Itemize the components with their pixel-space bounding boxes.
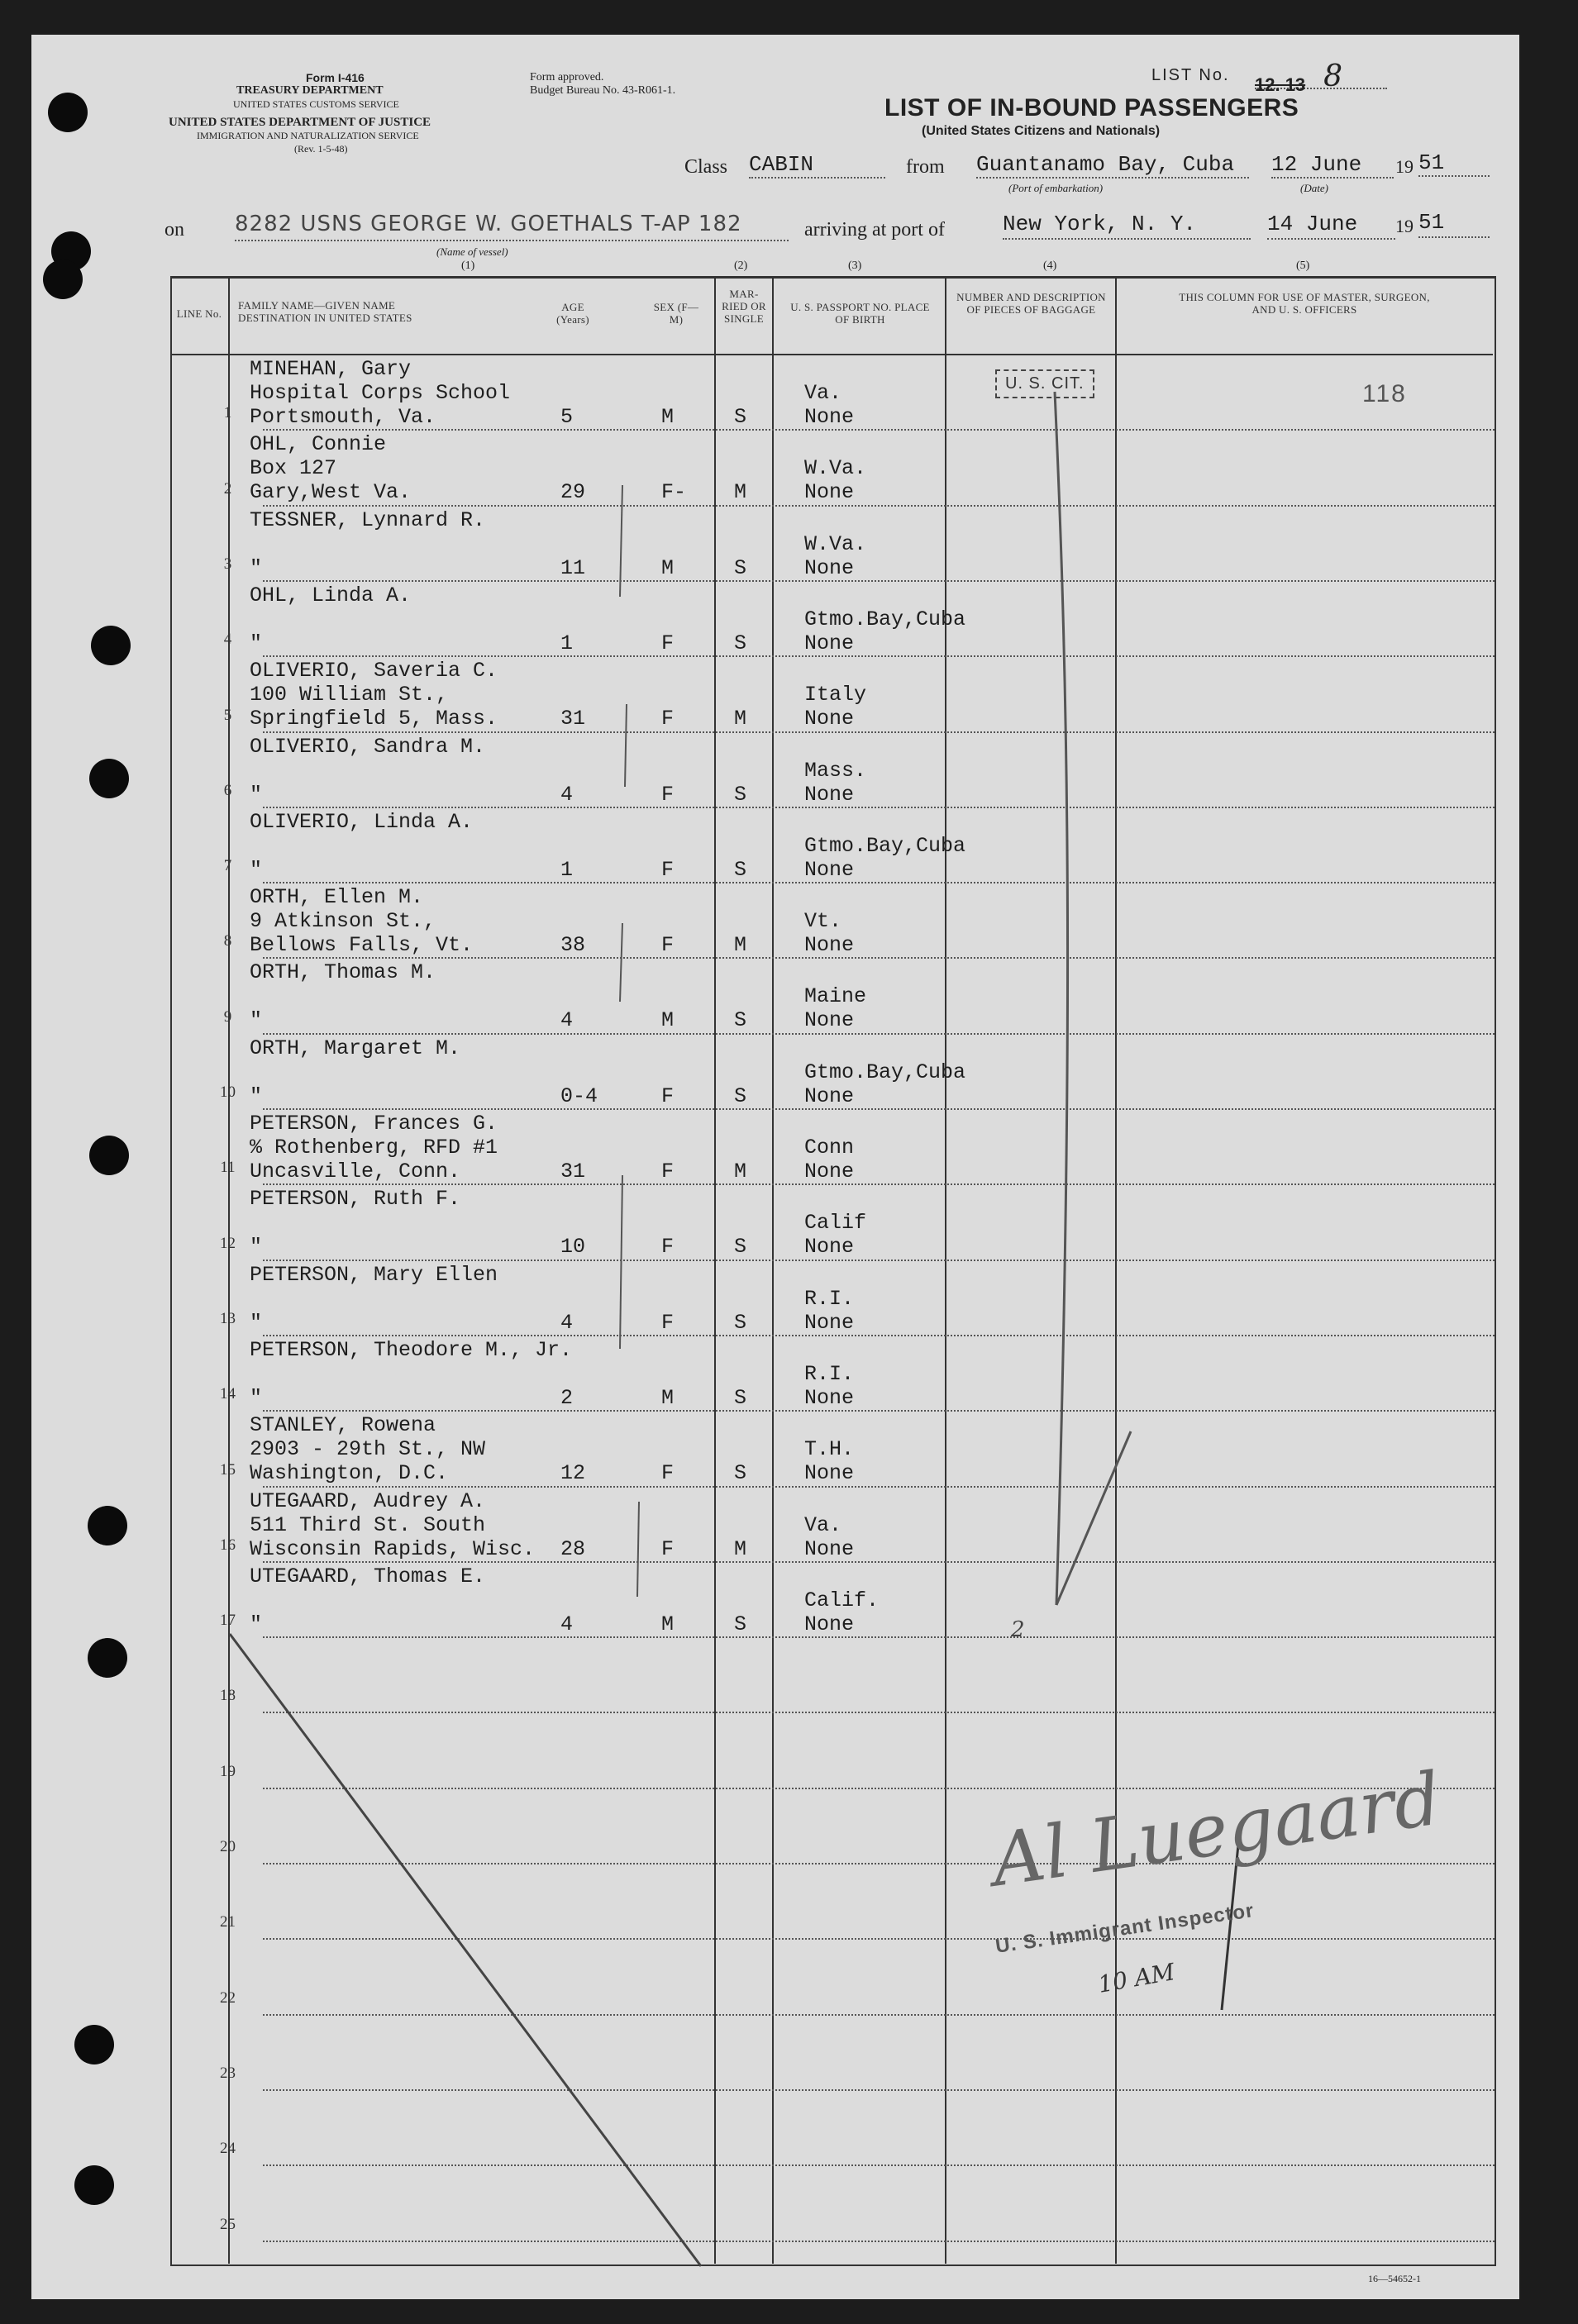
line-number: 21	[220, 1913, 236, 1931]
line-number: 10	[220, 1083, 236, 1101]
passenger-age: 11	[560, 555, 586, 580]
passport-number: None	[804, 933, 855, 958]
destination-city: "	[250, 1310, 263, 1335]
list-no-label: LIST No.	[1151, 66, 1230, 84]
line-number: 3	[223, 555, 232, 573]
line-number: 2	[223, 479, 232, 498]
line-number: 8	[223, 932, 232, 950]
col-ref-1: (1)	[461, 260, 475, 272]
footer-code: 16—54652-1	[1368, 2273, 1421, 2284]
manifest-page	[31, 35, 1519, 2299]
marital-status: M	[734, 933, 747, 958]
destination-line: 511 Third St. South	[250, 1512, 486, 1537]
destination-city: "	[250, 857, 263, 882]
destination-city: Wisconsin Rapids, Wisc.	[250, 1536, 536, 1561]
marital-status: S	[734, 1235, 747, 1260]
list-no-value: 8	[1323, 60, 1343, 93]
marital-status: S	[734, 1008, 747, 1033]
passport-number: None	[804, 1461, 855, 1486]
destination-city: Portsmouth, Va.	[250, 405, 436, 429]
passport-number: None	[804, 1008, 855, 1033]
passenger-name: MINEHAN, Gary	[250, 357, 412, 381]
year-prefix: 19	[1395, 156, 1414, 177]
marital-status: S	[734, 631, 747, 655]
destination-city: Gary,West Va.	[250, 480, 412, 505]
passenger-name: ORTH, Thomas M.	[250, 960, 436, 985]
passport-number: None	[804, 857, 855, 882]
line-number: 19	[220, 1762, 236, 1780]
place-of-birth: Conn	[804, 1136, 855, 1160]
passenger-sex: F	[661, 782, 675, 807]
destination-city: "	[250, 1235, 263, 1260]
line-number: 14	[220, 1385, 236, 1403]
destination-city: "	[250, 1385, 263, 1410]
place-of-birth: Gtmo.Bay,Cuba	[804, 833, 966, 858]
line-number: 12	[220, 1234, 236, 1252]
col-header-name: FAMILY NAME—GIVEN NAME DESTINATION IN UNITED STATES	[238, 299, 412, 324]
embarkation-date: 12 June	[1271, 152, 1394, 179]
col-header-officers: THIS COLUMN FOR USE OF MASTER, SURGEON, AND U. S. OFFICERS	[1179, 291, 1430, 316]
col-header-married: MAR- RIED OR SINGLE	[722, 288, 766, 325]
passenger-sex: M	[661, 555, 675, 580]
place-of-birth: Va.	[804, 1512, 842, 1537]
marital-status: M	[734, 480, 747, 505]
col-header-baggage: NUMBER AND DESCRIPTION OF PIECES OF BAGGAGE	[956, 291, 1106, 316]
class-value: CABIN	[749, 152, 885, 179]
inspector-stamp: U. S. Immigrant Inspector	[994, 1899, 1256, 1958]
arrival-year-prefix: 19	[1395, 216, 1414, 236]
passport-number: None	[804, 480, 855, 505]
col-ref-2: (2)	[734, 260, 748, 272]
line-number: 7	[223, 857, 232, 875]
destination-line: 100 William St.,	[250, 683, 449, 707]
destination-city: "	[250, 631, 263, 655]
line-number: 5	[223, 706, 232, 724]
passport-number: None	[804, 1310, 855, 1335]
place-of-birth: R.I.	[804, 1361, 855, 1386]
marital-status: S	[734, 1310, 747, 1335]
pencil-initial: 2	[1011, 1617, 1025, 1642]
passenger-age: 31	[560, 1160, 586, 1183]
passenger-sex: M	[661, 1612, 675, 1636]
line-number: 6	[223, 781, 232, 799]
passenger-name: OLIVERIO, Saveria C.	[250, 659, 498, 683]
on-label: on	[164, 219, 184, 240]
destination-city: Washington, D.C.	[250, 1461, 449, 1486]
passport-number: None	[804, 1612, 855, 1636]
passenger-sex: F	[661, 1461, 675, 1486]
passport-number: None	[804, 1235, 855, 1260]
pencil-marks	[31, 35, 1519, 2299]
passenger-name: OLIVERIO, Sandra M.	[250, 734, 486, 759]
place-of-birth: Mass.	[804, 758, 867, 783]
line-number: 11	[220, 1159, 236, 1177]
place-of-birth: Maine	[804, 984, 867, 1009]
line-number: 9	[223, 1007, 232, 1026]
marital-status: S	[734, 1461, 747, 1486]
line-number: 17	[220, 1612, 236, 1630]
passenger-sex: M	[661, 1385, 675, 1410]
passenger-name: PETERSON, Mary Ellen	[250, 1262, 498, 1287]
destination-line: Box 127	[250, 456, 337, 481]
line-number: 18	[220, 1687, 236, 1705]
destination-city: Springfield 5, Mass.	[250, 707, 498, 731]
us-citizen-stamp: U. S. CIT.	[995, 369, 1094, 398]
place-of-birth: T.H.	[804, 1437, 855, 1462]
passenger-sex: F	[661, 933, 675, 958]
customs-service: UNITED STATES CUSTOMS SERVICE	[233, 98, 399, 110]
passenger-sex: F	[661, 857, 675, 882]
destination-city: "	[250, 782, 263, 807]
passenger-name: UTEGAARD, Audrey A.	[250, 1488, 486, 1513]
passenger-name: ORTH, Ellen M.	[250, 885, 424, 910]
destination-line: 2903 - 29th St., NW	[250, 1437, 486, 1462]
marital-status: M	[734, 1536, 747, 1561]
destination-line: % Rothenberg, RFD #1	[250, 1136, 498, 1160]
passport-number: None	[804, 707, 855, 731]
officer-count: 118	[1362, 380, 1407, 407]
passenger-sex: F	[661, 1235, 675, 1260]
line-number: 25	[220, 2215, 236, 2233]
marital-status: S	[734, 782, 747, 807]
col-header-passport: U. S. PASSPORT NO. PLACE OF BIRTH	[790, 301, 930, 326]
form-number: Form I-416	[306, 71, 365, 84]
passport-number: None	[804, 782, 855, 807]
passenger-sex: F	[661, 1310, 675, 1335]
passenger-age: 4	[560, 1008, 574, 1033]
form-title: LIST OF IN-BOUND PASSENGERS	[884, 94, 1299, 121]
class-label: Class	[684, 156, 728, 178]
passenger-age: 2	[560, 1385, 574, 1410]
col-header-age: AGE (Years)	[556, 301, 589, 326]
passenger-name: OLIVERIO, Linda A.	[250, 809, 474, 834]
place-of-birth: Gtmo.Bay,Cuba	[804, 1060, 966, 1084]
passenger-sex: F	[661, 1160, 675, 1183]
passport-number: None	[804, 1536, 855, 1561]
destination-city: "	[250, 1612, 263, 1636]
line-number: 13	[220, 1309, 236, 1327]
place-of-birth: W.Va.	[804, 531, 867, 556]
passenger-name: STANLEY, Rowena	[250, 1413, 436, 1438]
passenger-age: 31	[560, 707, 586, 731]
marital-status: S	[734, 1083, 747, 1108]
passenger-sex: F	[661, 631, 675, 655]
passenger-name: PETERSON, Theodore M., Jr.	[250, 1337, 573, 1362]
passenger-age: 4	[560, 1310, 574, 1335]
line-number: 1	[223, 404, 232, 422]
revision: (Rev. 1-5-48)	[294, 143, 348, 155]
passenger-sex: F	[661, 1083, 675, 1108]
passport-number: None	[804, 1385, 855, 1410]
arrival-port: New York, N. Y.	[1003, 212, 1251, 240]
passenger-name: TESSNER, Lynnard R.	[250, 507, 486, 532]
time-note: 10 AM	[1095, 1958, 1177, 1998]
inspector-signature: Al Luegaard	[986, 1755, 1447, 1903]
place-of-birth: Calif.	[804, 1588, 880, 1612]
destination-city: "	[250, 555, 263, 580]
destination-line: 9 Atkinson St.,	[250, 909, 436, 934]
place-of-birth: R.I.	[804, 1286, 855, 1311]
passenger-age: 5	[560, 405, 574, 429]
marital-status: S	[734, 405, 747, 429]
passenger-age: 12	[560, 1461, 586, 1486]
passport-number: None	[804, 631, 855, 655]
marital-status: M	[734, 1160, 747, 1183]
list-no-struck: 12. 13	[1255, 74, 1306, 95]
passenger-age: 29	[560, 480, 586, 505]
col-header-sex: SEX (F—M)	[653, 301, 699, 326]
passport-number: None	[804, 1083, 855, 1108]
form-approved: Form approved.	[530, 71, 604, 83]
arrival-date: 14 June	[1267, 212, 1395, 240]
marital-status: S	[734, 1612, 747, 1636]
passenger-age: 28	[560, 1536, 586, 1561]
place-of-birth: Gtmo.Bay,Cuba	[804, 607, 966, 631]
marital-status: S	[734, 1385, 747, 1410]
place-of-birth: W.Va.	[804, 456, 867, 481]
passport-number: None	[804, 405, 855, 429]
form-subtitle: (United States Citizens and Nationals)	[922, 124, 1161, 138]
marital-status: M	[734, 707, 747, 731]
passenger-name: UTEGAARD, Thomas E.	[250, 1564, 486, 1588]
ins-service: IMMIGRATION AND NATURALIZATION SERVICE	[197, 130, 419, 141]
passenger-age: 1	[560, 857, 574, 882]
vessel-caption: (Name of vessel)	[436, 245, 508, 258]
place-of-birth: Italy	[804, 683, 867, 707]
destination-city: Uncasville, Conn.	[250, 1160, 461, 1183]
destination-city: "	[250, 1083, 263, 1108]
passport-number: None	[804, 1160, 855, 1183]
line-number: 16	[220, 1536, 236, 1554]
budget-bureau: Budget Bureau No. 43-R061-1.	[530, 84, 676, 97]
from-label: from	[906, 156, 945, 178]
place-of-birth: Vt.	[804, 909, 842, 934]
passenger-name: PETERSON, Frances G.	[250, 1112, 498, 1136]
date-caption: (Date)	[1300, 182, 1328, 194]
line-number: 4	[223, 631, 232, 649]
passenger-name: ORTH, Margaret M.	[250, 1036, 461, 1060]
arrival-year: 51	[1418, 210, 1490, 238]
destination-city: "	[250, 1008, 263, 1033]
line-number: 24	[220, 2140, 236, 2158]
passenger-age: 38	[560, 933, 586, 958]
passport-number: None	[804, 555, 855, 580]
place-of-birth: Calif	[804, 1211, 867, 1236]
port-caption: (Port of embarkation)	[1008, 182, 1104, 194]
place-of-birth: Va.	[804, 381, 842, 405]
col-ref-5: (5)	[1296, 260, 1310, 272]
passenger-sex: M	[661, 1008, 675, 1033]
col-ref-3: (3)	[848, 260, 862, 272]
destination-line: Hospital Corps School	[250, 381, 511, 405]
port-of-embarkation: Guantanamo Bay, Cuba	[976, 152, 1249, 179]
passenger-sex: F	[661, 707, 675, 731]
department-of-justice: UNITED STATES DEPARTMENT OF JUSTICE	[169, 116, 431, 129]
line-number: 15	[220, 1460, 236, 1479]
marital-status: S	[734, 555, 747, 580]
treasury-department: TREASURY DEPARTMENT	[236, 84, 384, 97]
col-header-line-no: LINE No.	[176, 307, 222, 320]
passenger-name: OHL, Linda A.	[250, 583, 412, 607]
passenger-age: 1	[560, 631, 574, 655]
passenger-sex: F	[661, 1536, 675, 1561]
col-ref-4: (4)	[1043, 260, 1057, 272]
passenger-sex: F-	[661, 480, 687, 505]
destination-city: Bellows Falls, Vt.	[250, 933, 474, 958]
line-number: 20	[220, 1838, 236, 1855]
passenger-age: 4	[560, 782, 574, 807]
vessel-name: 8282 USNS GEORGE W. GOETHALS T-AP 182	[235, 212, 789, 241]
passenger-name: OHL, Connie	[250, 432, 387, 457]
line-number: 22	[220, 1988, 236, 2007]
passenger-sex: M	[661, 405, 675, 429]
passenger-name: PETERSON, Ruth F.	[250, 1187, 461, 1212]
embarkation-year: 51	[1418, 150, 1490, 177]
marital-status: S	[734, 857, 747, 882]
passenger-age: 4	[560, 1612, 574, 1636]
arriving-label: arriving at port of	[804, 219, 945, 240]
line-number: 23	[220, 2064, 236, 2082]
passenger-age: 10	[560, 1235, 586, 1260]
passenger-age: 0-4	[560, 1083, 598, 1108]
